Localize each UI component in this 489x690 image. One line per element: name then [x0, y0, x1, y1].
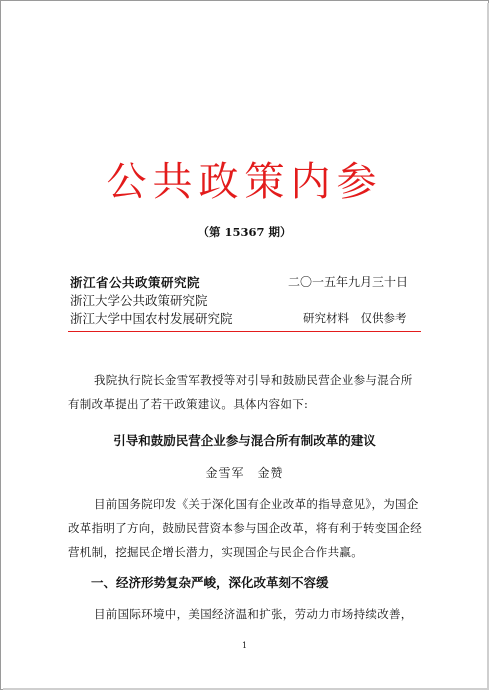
page-number: 1	[241, 641, 248, 650]
body-paragraph-2: 目前国际环境中，美国经济温和扩张，劳动力市场持续改善，	[94, 607, 413, 621]
reference-note: 研究材料 仅供参考	[303, 311, 407, 325]
publisher-line-2: 浙江大学公共政策研究院	[70, 293, 208, 308]
document-title: 公共政策内参	[106, 159, 383, 205]
publisher-line-1: 浙江省公共政策研究院	[70, 275, 201, 290]
publisher-line-3: 浙江大学中国农村发展研究院	[70, 311, 233, 326]
section-heading: 一、经济形势复杂严峻，深化改革刻不容缓	[91, 575, 329, 590]
header-divider	[68, 331, 421, 332]
body-paragraph-1: 目前国务院印发《关于深化国有企业改革的指导意见》，为国企改革指明了方向，鼓励民营资本参与国企改革，将有利于转变国企经营机制，挖掘民企增长潜力，实现国企与民企合作共赢。	[68, 497, 422, 559]
publish-date: 二〇一五年九月三十日	[288, 275, 409, 289]
article-title: 引导和鼓励民营企业参与混合所有制改革的建议	[113, 433, 376, 448]
issue-number: （第 15367 期）	[197, 225, 292, 239]
article-authors: 金雪军 金赞	[205, 466, 284, 480]
intro-paragraph: 我院执行院长金雪军教授等对引导和鼓励民营企业参与混合所有制改革提出了若干政策建议。具体内容如下:	[68, 373, 413, 411]
